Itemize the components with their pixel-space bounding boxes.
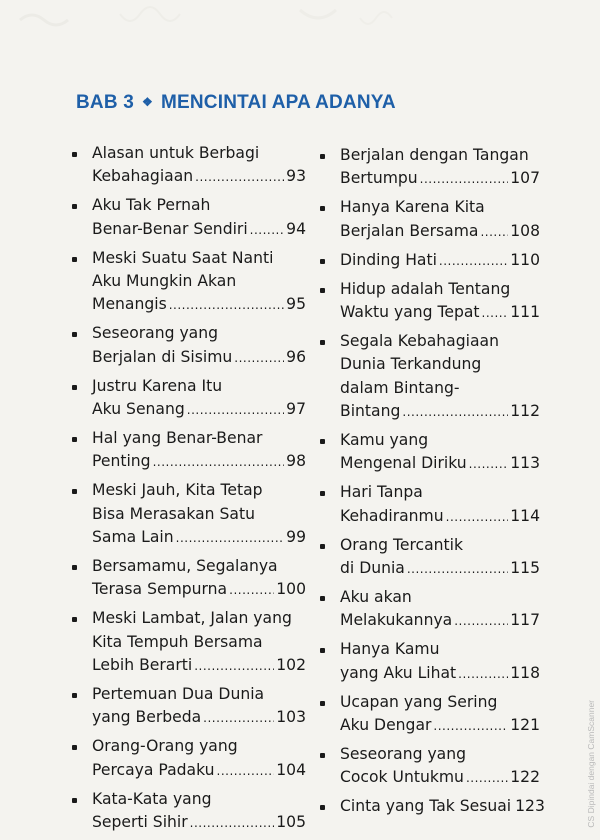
toc-entry-last-line xyxy=(340,452,540,476)
toc-entry-title-line: Meski Lambat, Jalan yang xyxy=(92,609,292,628)
toc-entry-title-line: Kita Tempuh Bersama xyxy=(92,632,263,651)
page-number: 102 xyxy=(276,656,306,675)
bullet-icon xyxy=(72,152,77,157)
toc-entry-title-line: dalam Bintang- xyxy=(340,378,460,397)
toc-entry-title-line: Aku akan xyxy=(340,587,412,606)
bullet-icon xyxy=(320,259,325,264)
camscanner-logo-icon: CS xyxy=(586,816,596,828)
toc-entry-title-line: Ucapan yang Sering xyxy=(340,692,498,711)
toc-entry-title-line: yang Berbeda xyxy=(92,708,202,727)
toc-entry xyxy=(318,249,540,273)
bullet-icon xyxy=(72,798,77,803)
toc-entry xyxy=(70,683,306,731)
toc-entry-title-line: Mengenal Diriku xyxy=(340,454,467,473)
toc-entry xyxy=(70,788,306,836)
diamond-separator-icon: ❖ xyxy=(142,95,153,109)
page-number: 104 xyxy=(276,760,306,779)
bullet-icon xyxy=(320,288,325,293)
toc-entry-last-line xyxy=(92,706,306,730)
toc-entry-title-line: di Dunia xyxy=(340,559,405,577)
bullet-icon xyxy=(72,565,77,570)
toc-entry-last-line xyxy=(92,346,306,370)
toc-entry-title-line: Lebih Berarti xyxy=(92,656,193,675)
toc-entry-title-line: yang Aku Lihat xyxy=(340,663,457,682)
page-number: 112 xyxy=(510,402,540,421)
toc-entry-title-line: Aku Senang xyxy=(92,400,185,419)
toc-entry-title-line: Berjalan di Sisimu xyxy=(92,347,233,366)
toc-entry-title-line: Kata-Kata yang xyxy=(92,789,212,808)
toc-entry xyxy=(318,144,540,192)
toc-entry xyxy=(318,638,540,686)
dot-leader xyxy=(217,760,275,783)
toc-entry-last-line xyxy=(340,505,540,529)
dot-leader xyxy=(407,558,508,581)
toc-entry-last-line xyxy=(92,759,306,783)
bullet-icon xyxy=(72,332,77,337)
toc-entry-title-line: Seseorang yang xyxy=(92,324,219,343)
dot-leader xyxy=(402,401,508,424)
toc-entry xyxy=(318,429,540,477)
chapter-label: BAB 3 xyxy=(76,92,135,113)
bullet-icon xyxy=(72,257,77,262)
bullet-icon xyxy=(320,805,325,810)
toc-entry-last-line xyxy=(340,766,540,790)
bullet-icon xyxy=(320,701,325,706)
toc-entry xyxy=(70,375,306,423)
toc-column-right xyxy=(318,144,545,824)
scanner-watermark xyxy=(586,700,596,828)
bullet-icon xyxy=(320,544,325,549)
bullet-icon xyxy=(320,439,325,444)
toc-entry-last-line xyxy=(340,795,545,819)
toc-entry-last-line xyxy=(92,398,306,422)
dot-leader xyxy=(190,812,275,835)
page-number: 93 xyxy=(286,167,306,186)
toc-entry-last-line xyxy=(92,218,306,242)
page-number: 96 xyxy=(286,347,306,366)
dot-leader xyxy=(420,168,509,191)
page-number: 103 xyxy=(276,708,306,727)
toc-entry xyxy=(70,427,306,475)
dot-leader xyxy=(234,347,284,370)
toc-entry-title-line: Hal yang Benar-Benar xyxy=(92,428,263,447)
toc-entry-title-line: Waktu yang Tepat xyxy=(340,302,480,321)
toc-entry xyxy=(70,194,306,242)
page-number: 97 xyxy=(286,400,306,419)
dot-leader xyxy=(250,219,284,242)
toc-entry-title-line: Hari Tanpa xyxy=(340,483,423,502)
bullet-icon xyxy=(72,745,77,750)
toc-entry-title-line: Orang-Orang yang xyxy=(92,737,238,756)
dot-leader xyxy=(433,715,508,738)
toc-entry-title-line: Kamu yang xyxy=(340,430,429,449)
page-number: 108 xyxy=(510,221,540,240)
toc-entry-title-line: Hanya Karena Kita xyxy=(340,198,485,217)
toc-entry-title-line: Segala Kebahagiaan xyxy=(340,331,499,350)
bullet-icon xyxy=(72,489,77,494)
page-number: 110 xyxy=(510,250,540,269)
toc-entry-last-line xyxy=(340,557,540,581)
toc-entry xyxy=(318,586,540,634)
bullet-icon xyxy=(72,385,77,390)
toc-entry-last-line xyxy=(92,578,306,602)
toc-entry xyxy=(318,330,540,425)
chapter-heading xyxy=(76,92,396,114)
page-number: 99 xyxy=(286,528,306,547)
dot-leader xyxy=(458,663,508,686)
dot-leader xyxy=(203,707,274,730)
bullet-icon xyxy=(72,693,77,698)
dot-leader xyxy=(194,655,274,678)
bullet-icon xyxy=(320,206,325,211)
toc-entry-title-line: Menangis xyxy=(92,295,167,314)
toc-entry-last-line xyxy=(340,167,540,191)
dot-leader xyxy=(480,221,508,244)
toc-entry xyxy=(318,534,540,582)
toc-entry xyxy=(318,481,540,529)
toc-entry-title-line: Bertumpu xyxy=(340,169,418,188)
toc-entry-title-line: Bersamamu, Segalanya xyxy=(92,557,278,575)
toc-entry-last-line xyxy=(340,714,540,738)
toc-entry-last-line xyxy=(92,450,306,474)
toc-entry xyxy=(70,247,306,318)
toc-entry-title-line: Cinta yang Tak Sesuai xyxy=(340,797,512,816)
toc-entry-title-line: Justru Karena Itu xyxy=(92,376,223,395)
page-number: 113 xyxy=(510,454,540,473)
toc-entry-title-line: Percaya Padaku xyxy=(92,760,215,779)
bullet-icon xyxy=(320,340,325,345)
toc-entry-last-line xyxy=(340,220,540,244)
toc-entry xyxy=(70,735,306,783)
toc-entry-title-line: Hidup adalah Tentang xyxy=(340,279,511,298)
toc-entry-last-line xyxy=(340,249,540,273)
dot-leader xyxy=(153,451,285,474)
toc-entry-title-line: Berjalan dengan Tangan xyxy=(340,146,529,164)
toc-entry-last-line xyxy=(92,526,306,550)
faint-watermark-icon xyxy=(0,0,600,60)
dot-leader xyxy=(446,506,509,529)
toc-entry-title-line: Meski Jauh, Kita Tetap xyxy=(92,481,263,500)
toc-entry xyxy=(70,555,306,603)
toc-entry-last-line xyxy=(340,400,540,424)
toc-entry-title-line: Melakukannya xyxy=(340,611,453,630)
toc-entry-title-line: Dunia Terkandung xyxy=(340,355,482,374)
toc-entry-last-line xyxy=(92,165,306,189)
toc-entry xyxy=(318,743,540,791)
toc-entry-title-line: Terasa Sempurna xyxy=(92,580,228,599)
dot-leader xyxy=(454,610,508,633)
page-number: 95 xyxy=(286,295,306,314)
scanner-text: Dipindai dengan CamScanner xyxy=(586,700,596,814)
page-number: 111 xyxy=(510,302,540,321)
toc-entry-title-line: Aku Dengar xyxy=(340,715,432,734)
toc-entry-title-line: Bisa Merasakan Satu xyxy=(92,504,255,523)
dot-leader xyxy=(482,302,509,325)
toc-entry-title-line: Pertemuan Dua Dunia xyxy=(92,685,265,704)
toc-entry-title-line: Hanya Kamu xyxy=(340,640,440,659)
bullet-icon xyxy=(72,204,77,209)
toc-entry-title-line: Berjalan Bersama xyxy=(340,221,479,240)
chapter-title: MENCINTAI APA ADANYA xyxy=(160,92,396,113)
bullet-icon xyxy=(320,596,325,601)
toc-entry-title-line: Benar-Benar Sendiri xyxy=(92,219,248,238)
toc-entry-last-line xyxy=(92,654,306,678)
toc-entry-title-line: Seseorang yang xyxy=(340,744,467,763)
toc-entry-last-line xyxy=(340,662,540,686)
bullet-icon xyxy=(320,753,325,758)
dot-leader xyxy=(176,527,285,550)
page-number: 100 xyxy=(276,580,306,599)
toc-entry-title-line: Sama Lain xyxy=(92,528,174,547)
page-number: 118 xyxy=(510,663,540,682)
page-number: 115 xyxy=(510,559,540,577)
page-number: 94 xyxy=(286,219,306,238)
page-number: 122 xyxy=(510,768,540,787)
toc-entry-title-line: Meski Suatu Saat Nanti xyxy=(92,248,274,267)
toc-entry xyxy=(318,795,545,819)
dot-leader xyxy=(439,250,508,273)
toc-entry-title-line: Orang Tercantik xyxy=(340,535,464,554)
toc-entry-title-line: Seperti Sihir xyxy=(92,813,188,832)
bullet-icon xyxy=(72,617,77,622)
bullet-icon xyxy=(320,491,325,496)
page-number: 105 xyxy=(276,813,306,832)
toc-entry-title-line: Penting xyxy=(92,452,151,471)
toc-entry-title-line: Cocok Untukmu xyxy=(340,768,464,787)
toc-entry xyxy=(70,142,306,190)
toc-entry-title-line: Kehadiranmu xyxy=(340,506,444,525)
page-number: 114 xyxy=(510,506,540,525)
dot-leader xyxy=(195,166,284,189)
toc-entry-last-line xyxy=(340,301,540,325)
page-number: 98 xyxy=(286,452,306,471)
dot-leader xyxy=(229,579,274,602)
toc-entry xyxy=(318,196,540,244)
toc-entry-title-line: Bintang xyxy=(340,402,401,421)
dot-leader xyxy=(187,399,284,422)
dot-leader xyxy=(469,453,509,476)
page-number: 117 xyxy=(510,611,540,630)
bullet-icon xyxy=(320,154,325,159)
bullet-icon xyxy=(320,648,325,653)
toc-entry-title-line: Alasan untuk Berbagi xyxy=(92,144,260,162)
toc-entry-last-line xyxy=(92,811,306,835)
toc-entry-last-line xyxy=(92,293,306,317)
bullet-icon xyxy=(72,437,77,442)
toc-entry xyxy=(318,691,540,739)
toc-entry-title-line: Dinding Hati xyxy=(340,250,437,269)
toc-entry xyxy=(318,278,540,326)
page-number: 121 xyxy=(510,715,540,734)
toc-entry xyxy=(70,607,306,678)
toc-entry xyxy=(70,479,306,550)
toc-entry xyxy=(70,322,306,370)
toc-entry-title-line: Kebahagiaan xyxy=(92,167,194,186)
dot-leader xyxy=(169,294,284,317)
toc-entry-title-line: Aku Tak Pernah xyxy=(92,196,211,215)
toc-entry-last-line xyxy=(340,609,540,633)
page-number: 123 xyxy=(515,797,545,816)
toc-column-left xyxy=(70,142,306,840)
toc-entry-title-line: Aku Mungkin Akan xyxy=(92,272,237,291)
page-number: 107 xyxy=(510,169,540,188)
dot-leader xyxy=(466,767,508,790)
